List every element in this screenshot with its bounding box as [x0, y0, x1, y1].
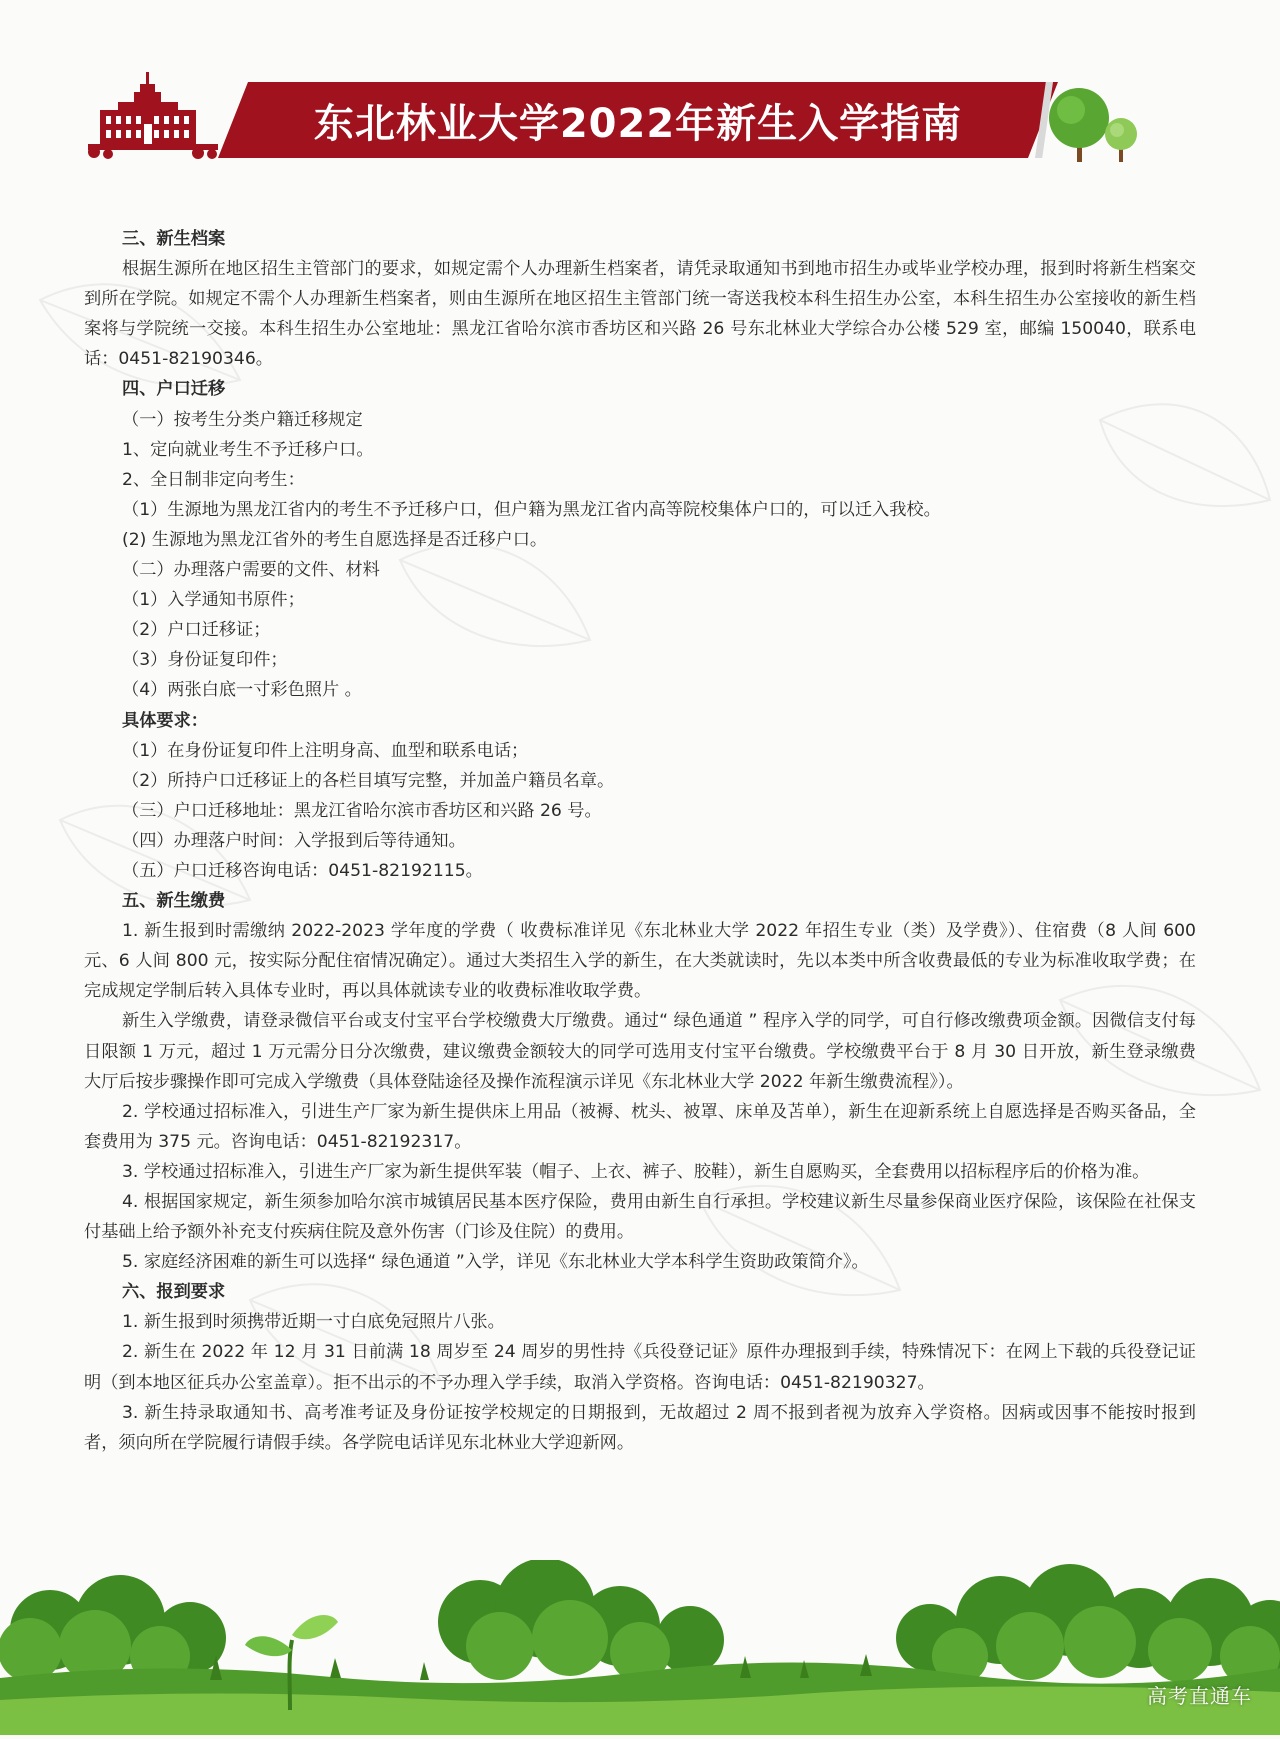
list-item: （三）户口迁移地址：黑龙江省哈尔滨市香坊区和兴路 26 号。 [122, 800, 602, 821]
list-item: （五）户口迁移咨询电话：0451-82192115。 [122, 860, 483, 881]
list-item: 1、定向就业考生不予迁移户口。 [122, 439, 374, 460]
paragraph: 3. 新生持录取通知书、高考准考证及身份证按学校规定的日期报到，无故超过 2 周不报到者视为放弃入学资格。因病或因事不能按时报到者，须向所在学院履行请假手续。各学院电话详见东北林业大学迎新网。 [84, 1402, 1196, 1453]
section-heading-registration: 六、报到要求 [122, 1282, 226, 1303]
section-heading-requirements: 具体要求： [122, 710, 208, 731]
list-item: （1）在身份证复印件上注明身高、血型和联系电话； [122, 740, 529, 761]
paragraph: 2. 新生在 2022 年 12 月 31 日前满 18 周岁至 24 周岁的男性持《兵役登记证》原件办理报到手续，特殊情况下：在网上下载的兵役登记证明（到本地区征兵办公室盖章）。拒不出示的不予办理入学手续，取消入学资格。咨询电话：0451-82190327。 [84, 1342, 1196, 1393]
paragraph: 新生入学缴费，请登录微信平台或支付宝平台学校缴费大厅缴费。通过“ 绿色通道 ” 程序入学的同学，可自行修改缴费项金额。因微信支付每日限额 1 万元，超过 1 万元需分日分次缴费，建议缴费金额较大的同学可选用支付宝平台缴费。学校缴费平台于 8 月 30 日开放，新生登录缴费大厅后按步骤操作即可完成入学缴费（具体登陆途径及操作流程演示详见《东北林业大学 2022 年新生缴费流程》）。 [84, 1011, 1196, 1092]
list-item: （二）办理落户需要的文件、材料 [122, 560, 380, 581]
page-title: 东北林业大学2022年新生入学指南 [313, 100, 963, 147]
list-item: （1）入学通知书原件； [122, 590, 305, 611]
paragraph: 根据生源所在地区招生主管部门的要求，如规定需个人办理新生档案者，请凭录取通知书到地市招生办或毕业学校办理，报到时将新生档案交到所在学院。如规定不需个人办理新生档案者，则由生源所在地区招生主管部门统一寄送我校本科生招生办公室，本科生招生办公室接收的新生档案将与学院统一交接。本科生招生办公室地址：黑龙江省哈尔滨市香坊区和兴路 26 号东北林业大学综合办公楼 529 室，邮编 150040，联系电话：0451-82190346。 [84, 259, 1197, 370]
section-heading-archives: 三、新生档案 [122, 229, 226, 249]
university-building-icon [88, 72, 218, 160]
section-heading-fees: 五、新生缴费 [122, 891, 226, 912]
paragraph: 1. 新生报到时须携带近期一寸白底免冠照片八张。 [122, 1312, 505, 1333]
paragraph: 2. 学校通过招标准入，引进生产厂家为新生提供床上用品（被褥、枕头、被罩、床单及苫单），新生在迎新系统上自愿选择是否购买备品，全套费用为 375 元。咨询电话：0451-82192317。 [84, 1101, 1196, 1152]
sprout-icon [240, 1590, 340, 1710]
paragraph: 3. 学校通过招标准入，引进生产厂家为新生提供军装（帽子、上衣、裤子、胶鞋），新生自愿购买，全套费用以招标程序后的价格为准。 [122, 1161, 1150, 1182]
paragraph: 5. 家庭经济困难的新生可以选择“ 绿色通道 ”入学，详见《东北林业大学本科学生资助政策简介》。 [122, 1252, 869, 1273]
list-item: （3）身份证复印件； [122, 650, 288, 671]
list-item: 2、全日制非定向考生： [122, 469, 305, 490]
watermark: 高考直通车 [1147, 1684, 1252, 1708]
list-item: （2）户口迁移证； [122, 620, 271, 641]
list-item: （一）按考生分类户籍迁移规定 [122, 409, 363, 430]
page-header [0, 0, 1280, 200]
document-body [84, 224, 1196, 1458]
list-item: (2) 生源地为黑龙江省外的考生自愿选择是否迁移户口。 [122, 529, 548, 550]
list-item: （2）所持户口迁移证上的各栏目填写完整，并加盖户籍员名章。 [122, 770, 615, 791]
page-footer [0, 1560, 1280, 1735]
grass-decoration [0, 1560, 1280, 1735]
trees-icon [1045, 78, 1145, 168]
list-item: （4）两张白底一寸彩色照片 。 [122, 680, 362, 701]
list-item: （1）生源地为黑龙江省内的考生不予迁移户口，但户籍为黑龙江省内高等院校集体户口的，可以迁入我校。 [122, 499, 941, 520]
paragraph: 4. 根据国家规定，新生须参加哈尔滨市城镇居民基本医疗保险，费用由新生自行承担。学校建议新生尽量参保商业医疗保险，该保险在社保支付基础上给予额外补充支付疾病住院及意外伤害（门诊及住院）的费用。 [84, 1192, 1196, 1243]
paragraph: 1. 新生报到时需缴纳 2022-2023 学年度的学费（ 收费标准详见《东北林业大学 2022 年招生专业（类）及学费》）、住宿费（8 人间 600 元、6 人间 800 元，按实际分配住宿情况确定）。通过大类招生入学的新生，在大类就读时，先以本类中所含收费最低的专业为标准收取学费；在完成规定学制后转入具体专业时，再以具体就读专业的收费标准收取学费。 [84, 921, 1196, 1002]
section-heading-household: 四、户口迁移 [122, 379, 226, 400]
list-item: （四）办理落户时间：入学报到后等待通知。 [122, 830, 466, 851]
